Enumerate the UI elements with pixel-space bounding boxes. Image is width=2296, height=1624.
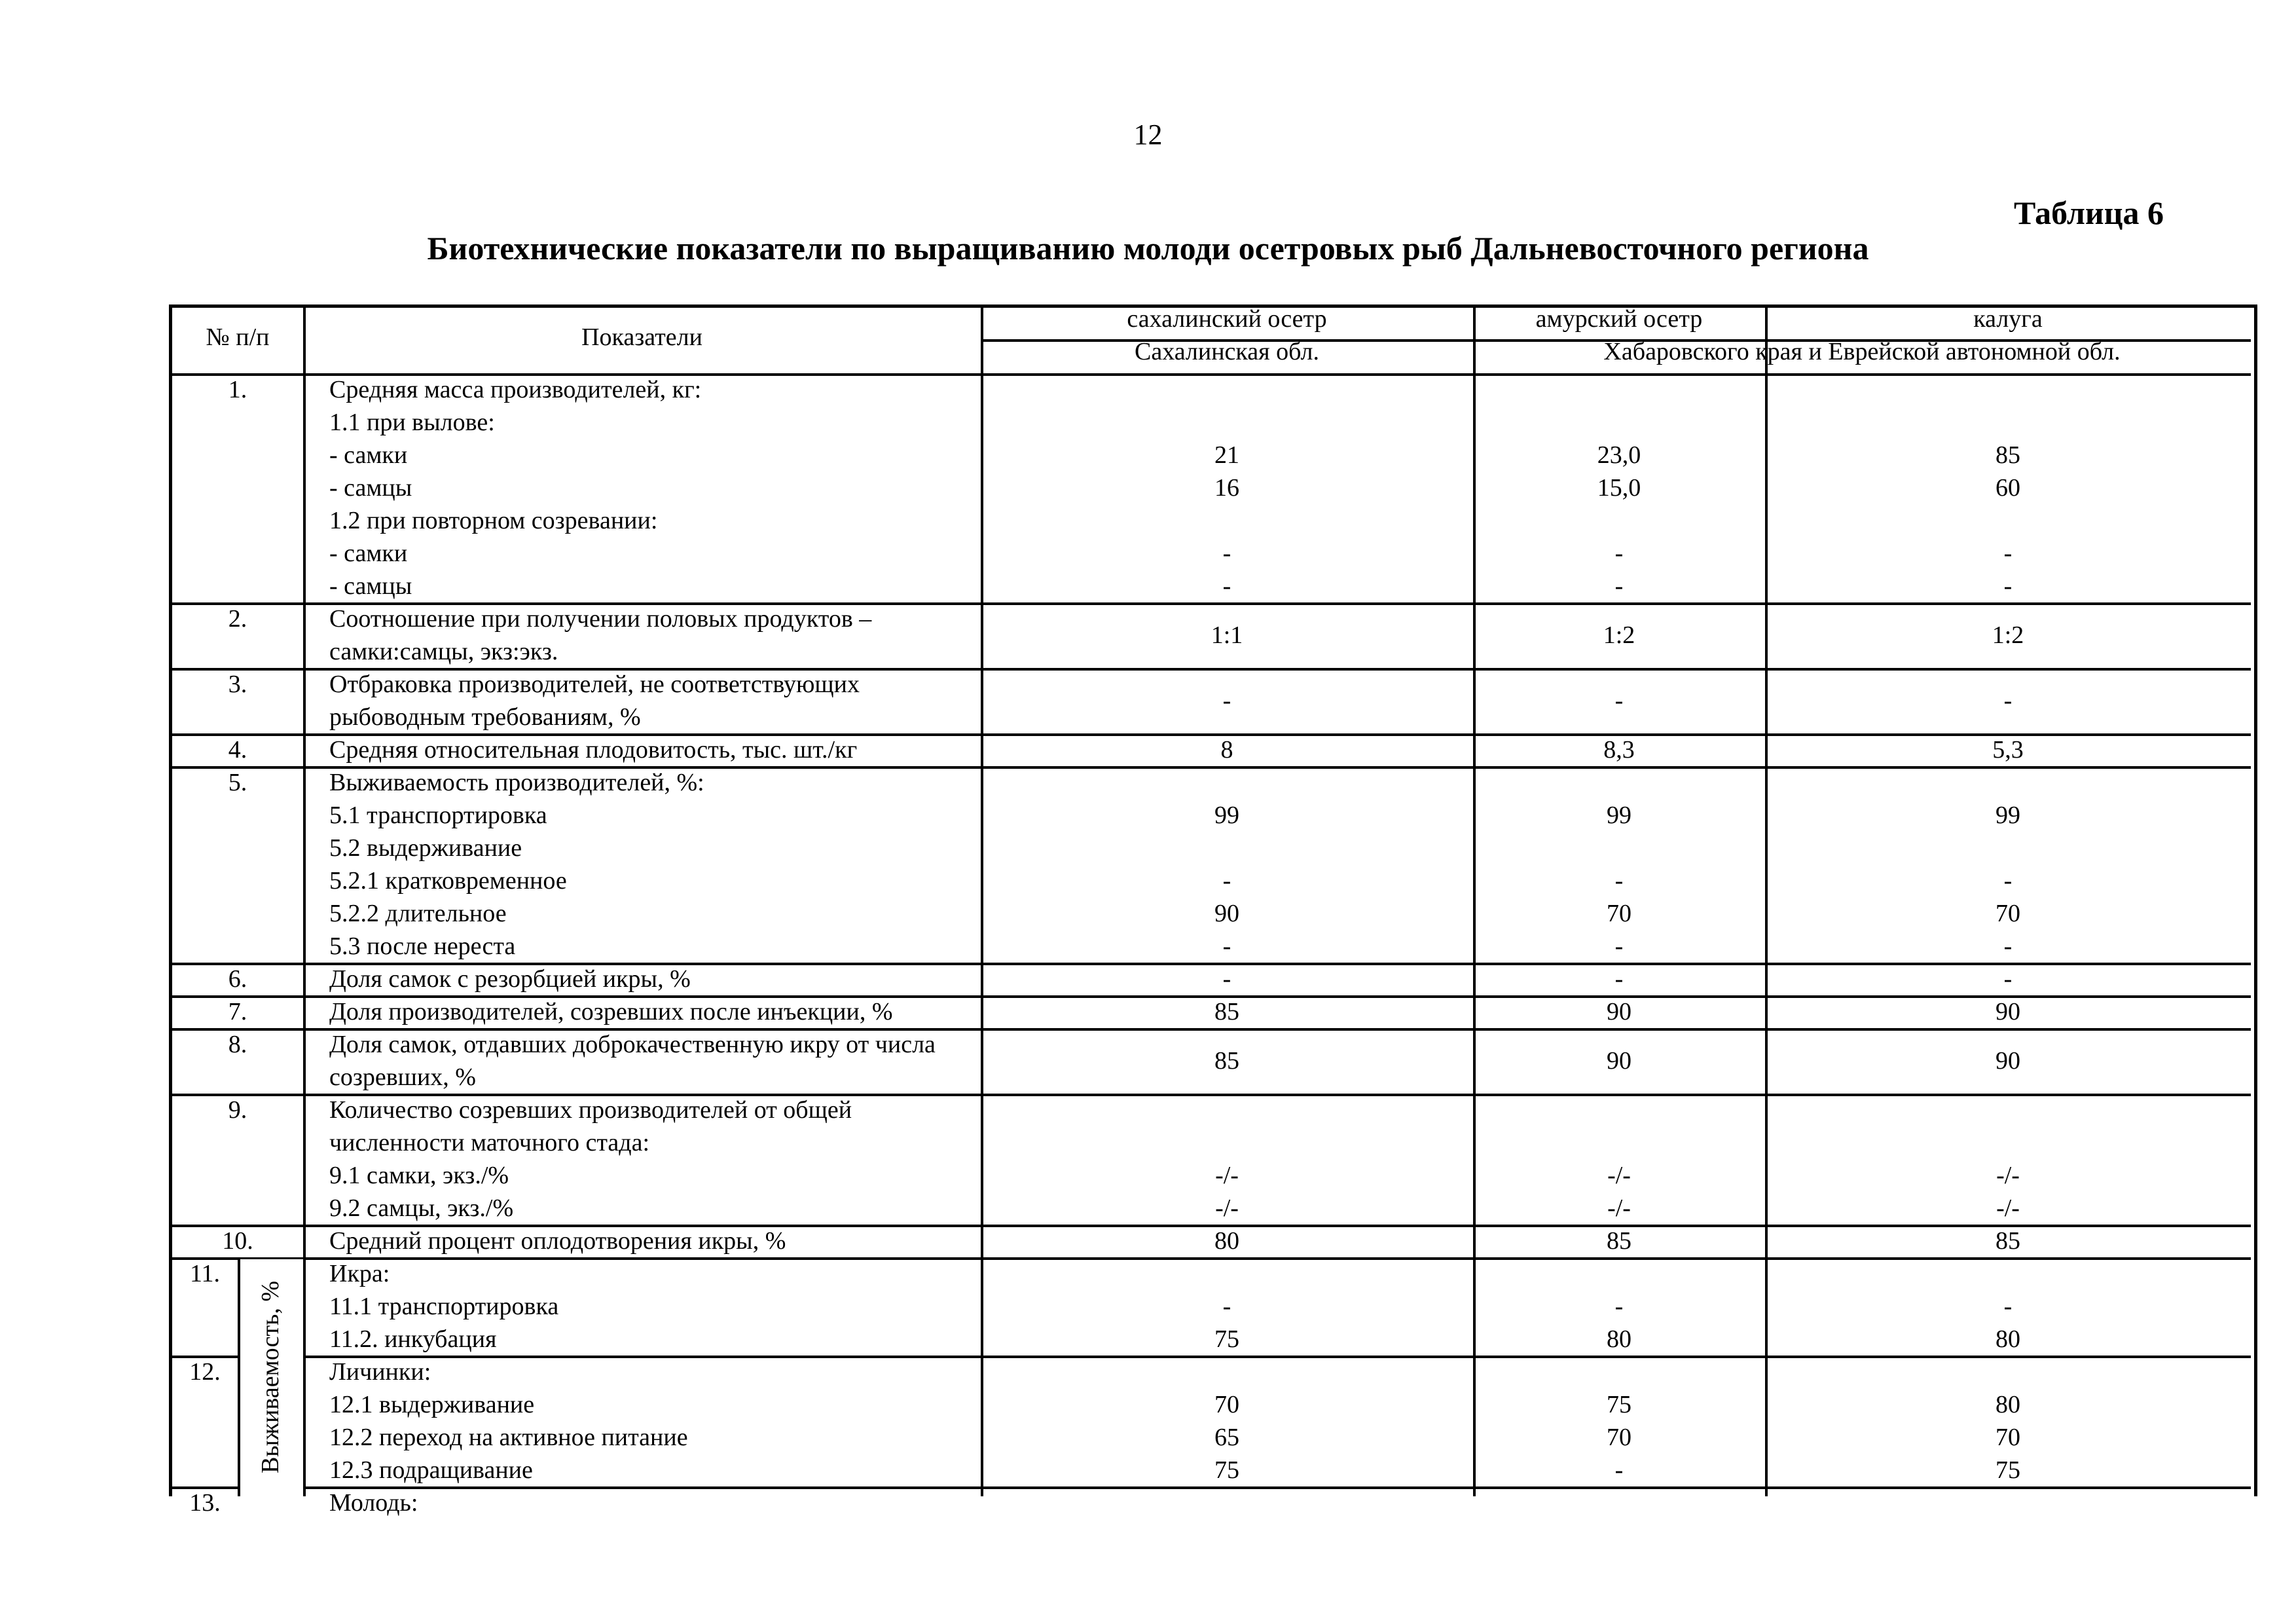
- value-cell: -: [1614, 540, 1624, 567]
- indicator-text: Молодь:: [329, 1489, 418, 1517]
- value-cell: 65: [1214, 1424, 1239, 1451]
- value-cell: -: [2003, 867, 2013, 895]
- value-cell: 85: [1214, 998, 1239, 1025]
- value-cell: -: [2003, 965, 2013, 993]
- indicator-text: 11.1 транспортировка: [329, 1293, 559, 1320]
- header-num: № п/п: [206, 323, 270, 351]
- indicator-text: - самцы: [329, 572, 412, 600]
- value-cell: 23,0: [1597, 441, 1641, 469]
- value-cell: 16: [1214, 474, 1239, 502]
- header-species-amur: амурский осетр: [1535, 305, 1703, 333]
- indicator-text: - самцы: [329, 474, 412, 502]
- header-region-sakhalin: Сахалинская обл.: [1135, 338, 1319, 365]
- indicator-text: - самки: [329, 441, 408, 469]
- indicator-text: Средняя масса производителей, кг:: [329, 376, 702, 403]
- value-cell: -/-: [1607, 1162, 1631, 1189]
- indicator-text: рыбоводным требованиям, %: [329, 703, 641, 731]
- indicator-text: самки:самцы, экз:экз.: [329, 638, 558, 665]
- value-cell: -: [1222, 965, 1231, 993]
- value-cell: 80: [1995, 1325, 2020, 1353]
- value-cell: -: [1222, 867, 1231, 895]
- indicator-text: Средняя относительная плодовитость, тыс. шт./кг: [329, 736, 858, 764]
- indicator-text: Выживаемость производителей, %:: [329, 769, 704, 796]
- row-number: 2.: [228, 605, 247, 633]
- page-number: 12: [1133, 119, 1163, 151]
- column-divider: [1765, 308, 1768, 1496]
- indicator-text: 5.2.1 кратковременное: [329, 867, 567, 895]
- value-cell: 1:1: [1211, 621, 1243, 649]
- indicator-text: 5.2 выдерживание: [329, 834, 522, 862]
- indicator-text: созревших, %: [329, 1063, 476, 1091]
- value-cell: -/-: [1215, 1162, 1239, 1189]
- value-cell: -: [2003, 932, 2013, 960]
- value-cell: 70: [1607, 1424, 1631, 1451]
- row-number: 10.: [222, 1227, 253, 1255]
- value-cell: 8: [1220, 736, 1233, 764]
- value-cell: 99: [1607, 802, 1631, 829]
- value-cell: -: [2003, 1293, 2013, 1320]
- indicator-text: Отбраковка производителей, не соответствующих: [329, 671, 860, 698]
- table-label: Таблица 6: [2013, 194, 2164, 231]
- value-cell: 90: [1607, 998, 1631, 1025]
- indicator-text: Доля самок с резорбцией икры, %: [329, 965, 691, 993]
- value-cell: -: [2003, 540, 2013, 567]
- value-cell: 75: [1214, 1456, 1239, 1484]
- header-region-khabarovsk: Хабаровского края и Еврейской автономной обл.: [1603, 338, 2121, 365]
- indicator-text: численности маточного стада:: [329, 1129, 650, 1156]
- value-cell: -: [1614, 1456, 1624, 1484]
- row-number: 13.: [189, 1489, 221, 1517]
- value-cell: -: [1614, 572, 1624, 600]
- value-cell: 85: [1995, 441, 2020, 469]
- value-cell: 70: [1214, 1391, 1239, 1418]
- column-divider: [981, 308, 983, 1496]
- row-number: 5.: [228, 769, 247, 796]
- value-cell: -/-: [1607, 1194, 1631, 1222]
- row-number: 11.: [189, 1260, 221, 1287]
- value-cell: -: [2003, 687, 2013, 714]
- value-cell: -/-: [1996, 1162, 2020, 1189]
- row-number: 7.: [228, 998, 247, 1025]
- value-cell: 90: [1995, 1047, 2020, 1075]
- value-cell: -: [1614, 932, 1624, 960]
- value-cell: 80: [1607, 1325, 1631, 1353]
- indicator-text: 1.2 при повторном созревании:: [329, 507, 658, 534]
- value-cell: -: [1614, 867, 1624, 895]
- value-cell: 21: [1214, 441, 1239, 469]
- value-cell: 85: [1995, 1227, 2020, 1255]
- value-cell: 75: [1995, 1456, 2020, 1484]
- value-cell: 75: [1214, 1325, 1239, 1353]
- biotech-indicators-table: [169, 304, 2257, 1517]
- value-cell: 15,0: [1597, 474, 1641, 502]
- row-number: 4.: [228, 736, 247, 764]
- value-cell: -: [1222, 572, 1231, 600]
- value-cell: -: [1222, 1293, 1231, 1320]
- row-number: 3.: [228, 671, 247, 698]
- value-cell: -: [1614, 687, 1624, 714]
- indicator-text: 11.2. инкубация: [329, 1325, 497, 1353]
- row-number: 8.: [228, 1031, 247, 1058]
- indicator-text: Средний процент оплодотворения икры, %: [329, 1227, 786, 1255]
- value-cell: -: [1222, 687, 1231, 714]
- value-cell: -/-: [1215, 1194, 1239, 1222]
- indicator-text: 9.2 самцы, экз./%: [329, 1194, 514, 1222]
- indicator-text: Доля самок, отдавших доброкачественную икру от числа: [329, 1031, 936, 1058]
- value-cell: 99: [1214, 802, 1239, 829]
- value-cell: 85: [1214, 1047, 1239, 1075]
- value-cell: 90: [1607, 1047, 1631, 1075]
- value-cell: 75: [1607, 1391, 1631, 1418]
- value-cell: 1:2: [1992, 621, 2024, 649]
- indicator-text: 5.1 транспортировка: [329, 802, 547, 829]
- indicator-text: 9.1 самки, экз./%: [329, 1162, 509, 1189]
- column-divider-survival: [303, 1257, 306, 1496]
- header-species-sakhalin: сахалинский осетр: [1127, 305, 1327, 333]
- header-species-kaluga: калуга: [1973, 305, 2043, 333]
- value-cell: -: [1614, 1293, 1624, 1320]
- value-cell: 80: [1214, 1227, 1239, 1255]
- value-cell: 99: [1995, 802, 2020, 829]
- indicator-text: - самки: [329, 540, 408, 567]
- value-cell: 80: [1995, 1391, 2020, 1418]
- document-title: Биотехнические показатели по выращиванию молоди осетровых рыб Дальневосточного региона: [427, 230, 1869, 267]
- value-cell: 1:2: [1603, 621, 1635, 649]
- indicator-text: 12.1 выдерживание: [329, 1391, 535, 1418]
- value-cell: 70: [1995, 900, 2020, 927]
- value-cell: 8,3: [1603, 736, 1635, 764]
- value-cell: 90: [1214, 900, 1239, 927]
- row-number: 6.: [228, 965, 247, 993]
- value-cell: 70: [1995, 1424, 2020, 1451]
- header-sub-rule: [981, 339, 2251, 342]
- survival-rotated-label: Выживаемость, %: [257, 1280, 284, 1473]
- indicator-text: 5.3 после нереста: [329, 932, 516, 960]
- indicator-text: 12.2 переход на активное питание: [329, 1424, 688, 1451]
- value-cell: -: [1222, 932, 1231, 960]
- value-cell: -: [1614, 965, 1624, 993]
- row-number: 12.: [189, 1358, 221, 1386]
- row-number: 9.: [228, 1096, 247, 1124]
- indicator-text: Количество созревших производителей от общей: [329, 1096, 852, 1124]
- indicator-text: Личинки:: [329, 1358, 431, 1386]
- value-cell: 70: [1607, 900, 1631, 927]
- indicator-text: Икра:: [329, 1260, 390, 1287]
- indicator-text: 12.3 подращивание: [329, 1456, 533, 1484]
- row-rule: [172, 1257, 2251, 1260]
- indicator-text: Доля производителей, созревших после инъекции, %: [329, 998, 893, 1025]
- value-cell: 60: [1995, 474, 2020, 502]
- value-cell: 85: [1607, 1227, 1631, 1255]
- row-number: 1.: [228, 376, 247, 403]
- value-cell: 90: [1995, 998, 2020, 1025]
- row-rule: [172, 1486, 2251, 1489]
- value-cell: 5,3: [1992, 736, 2024, 764]
- value-cell: -: [2003, 572, 2013, 600]
- indicator-text: Соотношение при получении половых продуктов –: [329, 605, 872, 633]
- value-cell: -: [1222, 540, 1231, 567]
- indicator-text: 5.2.2 длительное: [329, 900, 507, 927]
- column-divider: [303, 308, 306, 1257]
- column-divider: [1473, 308, 1476, 1496]
- row-rule: [172, 1356, 2251, 1358]
- indicator-text: 1.1 при вылове:: [329, 409, 495, 436]
- value-cell: -/-: [1996, 1194, 2020, 1222]
- header-indicator: Показатели: [581, 323, 702, 351]
